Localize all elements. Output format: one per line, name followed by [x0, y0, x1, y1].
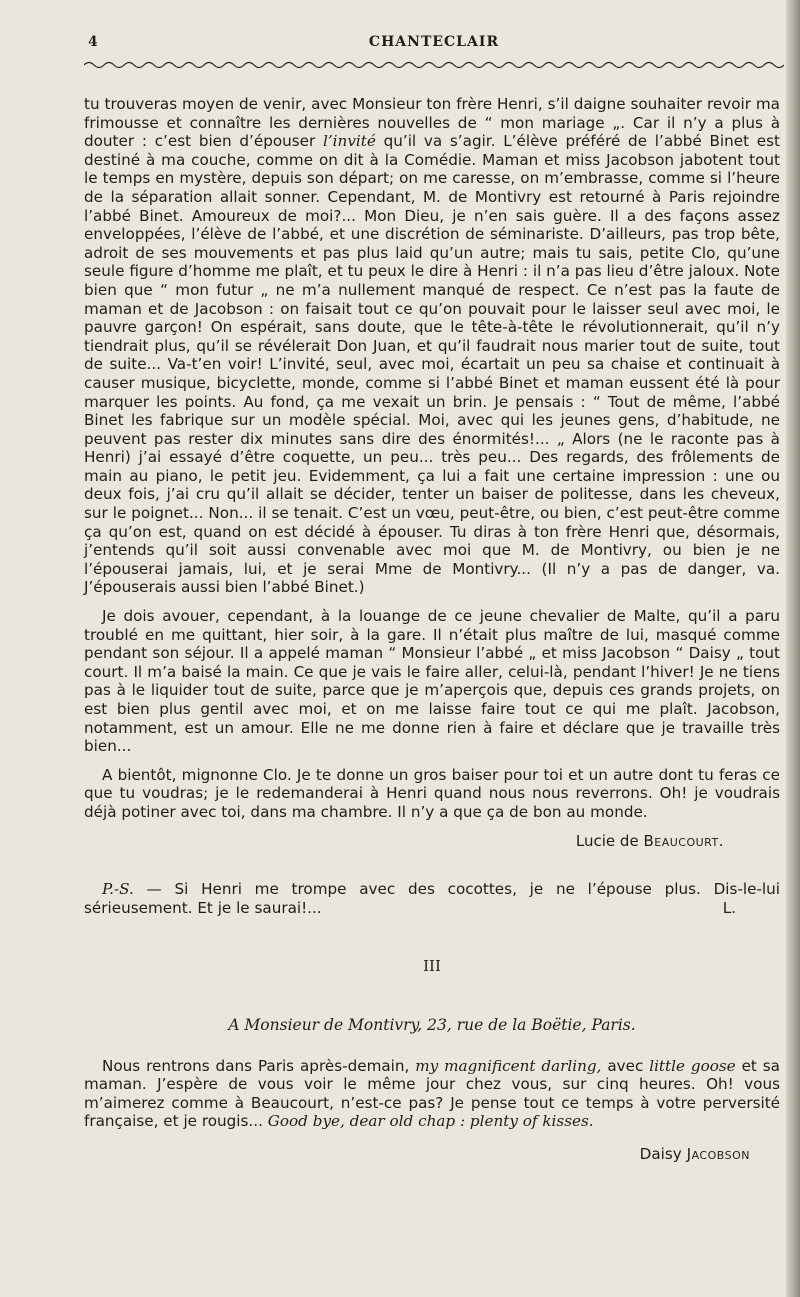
signature-first: Lucie de: [575, 831, 644, 850]
running-title: CHANTECLAIR: [368, 34, 500, 50]
ps-initial: L.: [722, 898, 736, 917]
article-body: [84, 95, 780, 1164]
page-edge: [786, 0, 800, 1297]
postscript: [84, 880, 780, 917]
signature-2-first: Daisy: [639, 1144, 687, 1163]
letter-2-text-b: avec: [601, 1056, 650, 1075]
body-paragraph-3: A bientôt, mignonne Clo. Je te donne un gros baiser pour toi et un autre dont tu feras ce que tu voudras; je le redemanderai à Henri quand nous nous reverrons. Oh! je voudrais déjà potiner avec toi, dans ma chambre. Il n’y a que ça de bon au monde.: [84, 765, 780, 821]
signature-last: Beaucourt.: [643, 831, 724, 850]
page-header: [84, 34, 784, 58]
body-paragraph-1: [84, 95, 780, 597]
letter-2-body: [84, 1057, 780, 1131]
signature-lucie: [84, 832, 780, 851]
signature-2-last: Jacobson: [686, 1144, 750, 1163]
letter-2-text-c: et sa maman. J’espère de vous voir le même jour chez vous, sur cinq heures. Oh! vous m’aimerez comme à Beaucourt, n’est-ce pas? Je pense tout ce temps à votre perversité française, et je rougis...: [84, 1056, 780, 1131]
letter-address: A Monsieur de Montivry, 23, rue de la Boëtie, Paris.: [228, 1015, 636, 1034]
paragraph-1-text: tu trouveras moyen de venir, avec Monsieur ton frère Henri, s’il daigne souhaiter revoir ma frimousse et connaître les dernières nouvelles de “ mon mariage „. Car il n’y a plus à douter : c’est bien d’épouser: [84, 95, 780, 151]
letter-2-text-a: Nous rentrons dans Paris après-demain,: [102, 1056, 416, 1075]
page-number: 4: [88, 34, 98, 50]
paragraph-1-text-rest: qu’il va s’agir. L’élève préféré de l’abbé Binet est destiné à ma couche, comme on dit à la Comédie. Maman et miss Jacobson jabotent tout le temps en mystère, depuis son départ; on me caresse, on m’embrasse, comme si l’heure de la séparation allait sonner. Cependant, M. de Montivry est retourné à Paris rejoindre l’abbé Binet. Amoureux de moi?... Mon Dieu, je n’en sais guère. Il a des façons assez enveloppées, l’élève de l’abbé, et une discrétion de séminariste. D’ailleurs, pas trop bête, adroit de ses mouvements et pas plus laid qu’un autre; mais tu sais, petite Clo, qu’une seule figure d’homme me plaît, et tu peux le dire à Henri : il n’a pas lieu d’être jaloux. Note bien que “ mon futur „ ne m’a nullement manqué de respect. Ce n’est pas la faute de maman et de Jacobson : on faisait tout ce qu’on pouvait pour le laisser seul avec moi, le pauvre garçon! On espérait, sans doute, que le tête-à-tête le révolutionnerait, qu’il n’y tiendrait plus, qu’il se révélerait Don Juan, et qu’il faudrait nous marier tout de suite, tout de suite... Va-t’en voir! L’invité, seul, avec moi, écartait un peu sa chaise et continuait à causer musique, bicyclette, monde, comme si l’abbé Binet et maman eussent été là pour marquer les points. Au fond, ça me vexait un brin. Je pensais : “ Tout de même, l’abbé Binet les fabrique sur un modèle spécial. Moi, avec qui les jeunes gens, d’habitude, ne peuvent pas rester dix minutes sans dire des énormités!... „ Alors (ne le raconte pas à Henri) j’ai essayé d’être coquette, un peu... très peu... Des regards, des frôlements de main au piano, le petit jeu. Evidemment, ça lui a fait une certaine impression : une ou deux fois, j’ai cru qu’il allait se décider, tenter un baiser de politesse, dans les cheveux, sur le poignet... Non... il se tenait. C’est un vœu, peut-être, ou bien, c’est peut-être comme ça qu’on est, quand on est décidé à épouser. Tu diras à ton frère Henri que, désormais, j’entends qu’il soit aussi convenable avec moi que M. de Montivry, ou bien je ne l’épouserai jamais, lui, et je serai Mme de Montivry... (Il n’y a pas de danger, va. J’épouserais aussi bien l’abbé Binet.): [84, 132, 781, 597]
signature-daisy: [84, 1145, 780, 1164]
letter-2-italic-a: my magnificent darling,: [415, 1056, 602, 1075]
section-number: III: [423, 957, 441, 976]
ps-label: P.-S.: [102, 880, 134, 899]
letter-2-italic-c: Good bye, dear old chap : plenty of kisses.: [267, 1112, 594, 1131]
decorative-wavy-rule: [84, 60, 784, 70]
ps-text: — Si Henri me trompe avec des cocottes, je ne l’épouse plus. Dis-le-lui sérieusement. Et je le saurai!...: [84, 880, 780, 917]
letter-2-italic-b: little goose: [649, 1056, 736, 1075]
body-paragraph-2: Je dois avouer, cependant, à la louange de ce jeune chevalier de Malte, qu’il a paru troublé en me quittant, hier soir, à la gare. Il n’était plus maître de lui, masqué comme pendant son séjour. Il a appelé maman “ Monsieur l’abbé „ et miss Jacobson “ Daisy „ tout court. Il m’a baisé la main. Ce que je vais le faire aller, celui-là, pendant l’hiver! Je ne tiens pas à le liquider tout de suite, parce que je m’aperçois que, depuis ces grands projets, on est bien plus gentil avec moi, et on me laisse faire tout ce qui me plaît. Jacobson, notamment, est un amour. Elle ne me donne rien à faire et déclare que je travaille très bien...: [84, 607, 780, 756]
paragraph-1-italic: l’invité: [323, 132, 376, 151]
